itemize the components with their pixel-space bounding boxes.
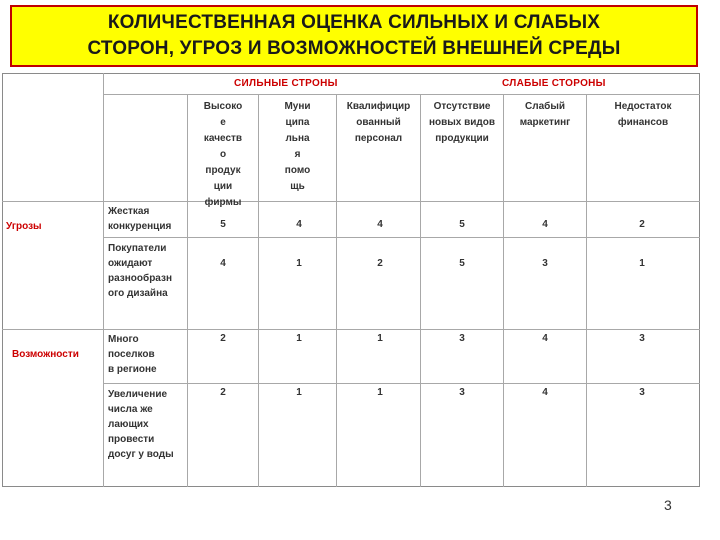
table-cell: 2 [377, 258, 383, 269]
divider-v5 [420, 94, 421, 487]
table-cell: 4 [542, 219, 548, 230]
table-border-top [2, 73, 700, 74]
table-cell: 2 [220, 387, 226, 398]
weaknesses-header: СЛАБЫЕ СТОРОНЫ [502, 78, 606, 89]
threats-label: Угрозы [6, 221, 42, 232]
row-label: Жесткая конкуренция [108, 206, 172, 232]
divider-v7 [586, 94, 587, 487]
table-border-left [2, 73, 3, 487]
table-cell: 3 [459, 387, 465, 398]
column-header: Слабый маркетинг [519, 101, 571, 128]
table-cell: 4 [542, 387, 548, 398]
row-label: Покупатели ожидают разнообразн ого дизайна [108, 243, 172, 299]
table-cell: 1 [296, 333, 302, 344]
divider-h4 [2, 329, 700, 330]
table-cell: 2 [220, 333, 226, 344]
table-cell: 1 [377, 387, 383, 398]
table-cell: 2 [639, 219, 645, 230]
divider-v1 [103, 73, 104, 487]
title-banner [10, 5, 698, 67]
column-header: Квалифицир ованный персонал [346, 101, 411, 144]
column-header: Муни ципа льна я помо щь [284, 101, 311, 192]
table-cell: 3 [639, 387, 645, 398]
column-header: Недостаток финансов [614, 101, 672, 128]
table-cell: 1 [296, 387, 302, 398]
table-border-right [699, 73, 700, 487]
table-cell: 1 [377, 333, 383, 344]
slide-title: КОЛИЧЕСТВЕННАЯ ОЦЕНКА СИЛЬНЫХ И СЛАБЫХ СТОРОН, УГРОЗ И ВОЗМОЖНОСТЕЙ ВНЕШНЕЙ СРЕДЫ [87, 12, 621, 59]
table-cell: 4 [296, 219, 302, 230]
strengths-header: СИЛЬНЫЕ СТРОНЫ [234, 78, 338, 89]
column-header: Высоко е качеств о продук ции фирмы [203, 101, 243, 208]
divider-h3 [103, 237, 700, 238]
table-cell: 3 [542, 258, 548, 269]
table-cell: 4 [542, 333, 548, 344]
table-border-bottom [2, 486, 700, 487]
table-cell: 5 [220, 219, 226, 230]
divider-h2 [2, 201, 700, 202]
table-cell: 1 [639, 258, 645, 269]
table-cell: 1 [296, 258, 302, 269]
opportunities-label: Возможности [12, 349, 79, 360]
table-cell: 4 [377, 219, 383, 230]
divider-v4 [336, 94, 337, 487]
row-label: Увеличение числа же лающих провести досуг у воды [108, 389, 174, 460]
divider-v6 [503, 94, 504, 487]
page-number: 3 [664, 497, 672, 513]
table-cell: 3 [459, 333, 465, 344]
table-cell: 4 [220, 258, 226, 269]
column-header: Отсутствие новых видов продукции [428, 101, 496, 144]
swot-table [2, 73, 700, 487]
divider-h5 [103, 383, 700, 384]
divider-h1 [103, 94, 700, 95]
table-cell: 3 [639, 333, 645, 344]
table-cell: 5 [459, 258, 465, 269]
row-label: Много поселков в регионе [108, 334, 157, 375]
table-cell: 5 [459, 219, 465, 230]
